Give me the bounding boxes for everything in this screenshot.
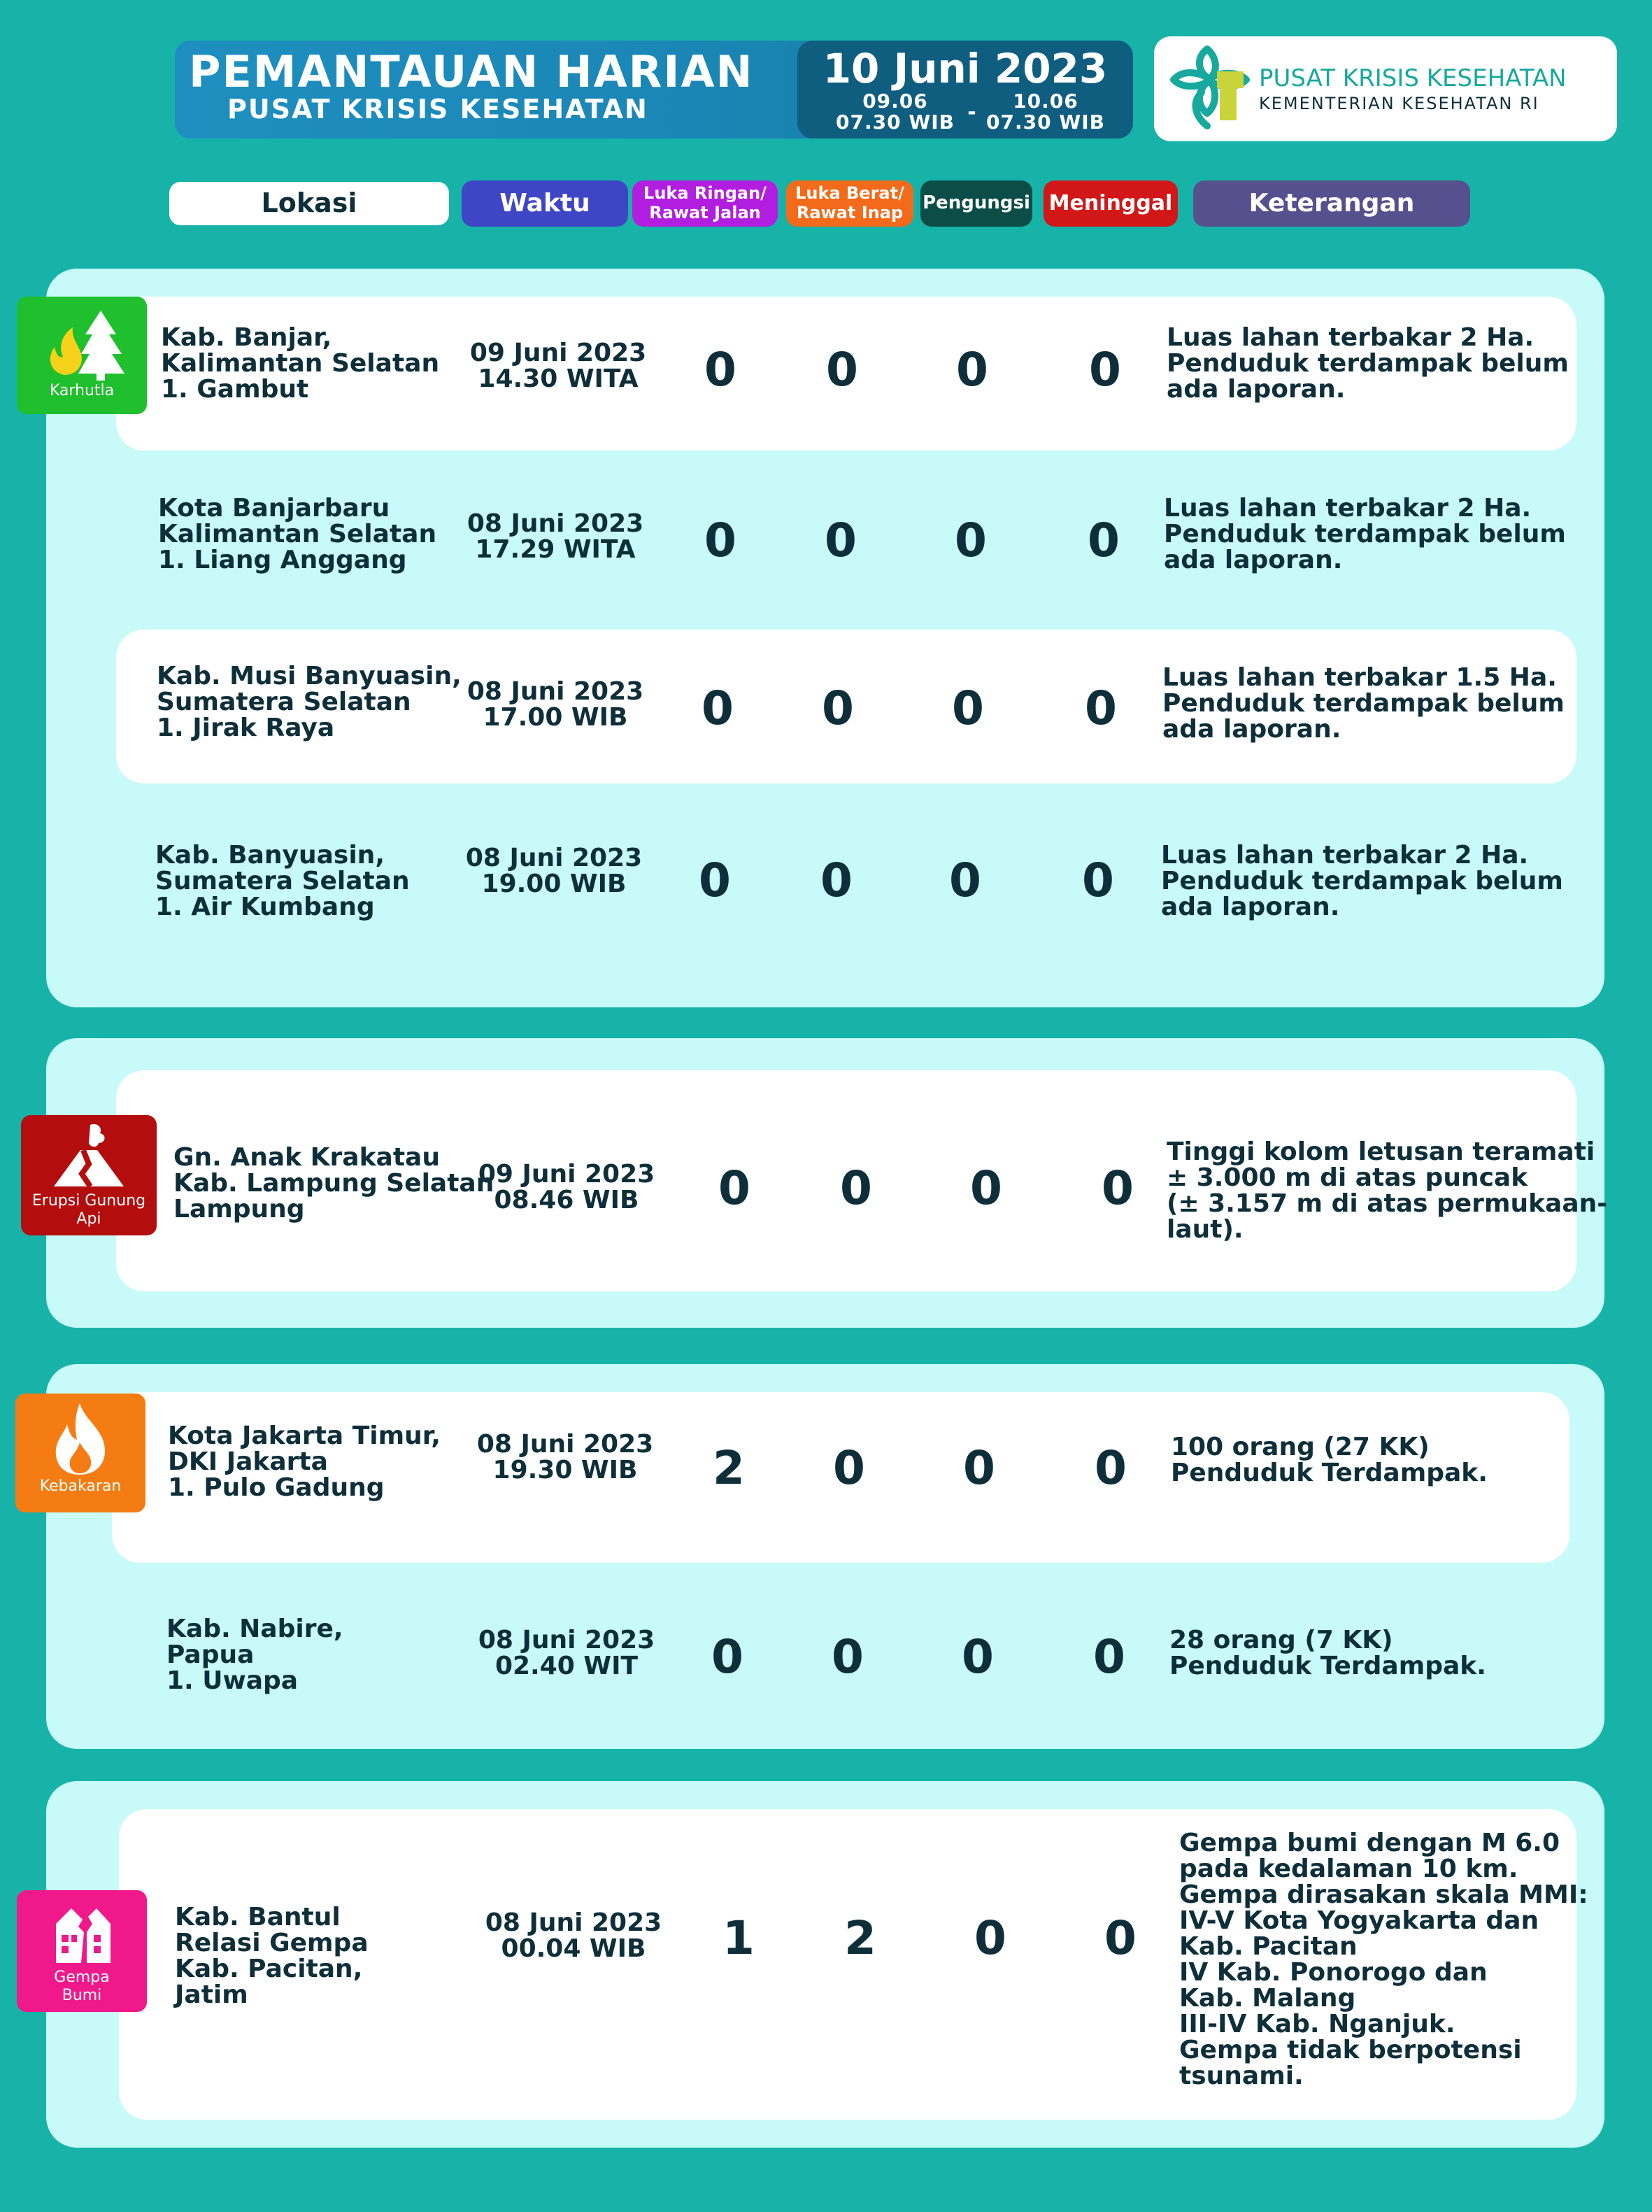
event-pengungsi-count: 0 [955, 513, 987, 567]
event-location-line: 1. Gambut [161, 375, 309, 404]
event-time-line: 08 Juni 2023 [467, 677, 644, 706]
event-note-line: ± 3.000 m di atas puncak [1167, 1163, 1528, 1192]
event-luka-ringan-count: 2 [713, 1441, 745, 1495]
legend-meninggal: Meninggal [1044, 180, 1178, 227]
event-luka-ringan-count: 0 [699, 853, 731, 907]
event-note-line: laut). [1167, 1215, 1244, 1244]
event-location-line: Lampung [173, 1195, 305, 1224]
event-location-line: Kota Jakarta Timur, [168, 1422, 441, 1450]
event-pengungsi-count: 0 [962, 1630, 994, 1684]
event-location-line: Kota Banjarbaru [158, 494, 390, 523]
event-luka-berat-count: 0 [822, 681, 854, 735]
event-time-line: 08.46 WIB [494, 1186, 639, 1214]
event-note-line: Penduduk Terdampak. [1171, 1459, 1488, 1487]
event-note-line: 100 orang (27 KK) [1171, 1433, 1430, 1461]
event-time-line: 00.04 WIB [501, 1934, 646, 1963]
event-luka-ringan-count: 0 [711, 1630, 743, 1684]
event-location-line: DKI Jakarta [168, 1447, 328, 1476]
event-location-line: Kab. Bantul [175, 1903, 341, 1931]
event-note-line: ada laporan. [1167, 375, 1346, 404]
event-note-line: Gempa dirasakan skala MMI: [1179, 1880, 1588, 1909]
volcano-icon [47, 1119, 131, 1192]
event-location-line: Sumatera Selatan [155, 867, 410, 895]
event-meninggal-count: 0 [1093, 1630, 1125, 1684]
event-time-line: 09 Juni 2023 [478, 1160, 655, 1189]
category-gempa [17, 1890, 147, 2012]
event-luka-berat-count: 0 [833, 1441, 865, 1495]
event-note-line: Penduduk terdampak belum [1164, 520, 1566, 548]
event-meninggal-count: 0 [1102, 1161, 1134, 1215]
event-note-line: tsunami. [1179, 2062, 1304, 2090]
event-note-line: Penduduk Terdampak. [1169, 1652, 1486, 1680]
event-meninggal-count: 0 [1088, 513, 1120, 567]
legend-luka-ringan-line2: Rawat Jalan [649, 203, 761, 222]
event-meninggal-count: 0 [1082, 853, 1114, 907]
event-luka-berat-count: 0 [820, 853, 853, 907]
legend-luka-ringan-line1: Luka Ringan/ [643, 183, 767, 204]
event-pengungsi-count: 0 [956, 343, 988, 397]
range-end-date: 10.06 [1013, 90, 1078, 113]
page-title: PEMANTAUAN HARIAN [189, 46, 754, 97]
event-location-line: Kalimantan Selatan [161, 349, 440, 378]
event-luka-berat-count: 0 [826, 343, 858, 397]
event-location-line: 1. Air Kumbang [155, 893, 375, 921]
event-meninggal-count: 0 [1104, 1911, 1137, 1965]
event-location-line: Kalimantan Selatan [158, 520, 437, 548]
event-pengungsi-count: 0 [963, 1441, 995, 1495]
category-erupsi-label-1: Erupsi Gunung [31, 1192, 146, 1210]
earthquake-house-icon [43, 1896, 120, 1969]
event-location-line: Kab. Banjar, [161, 323, 332, 352]
event-location-line: 1. Jirak Raya [157, 714, 335, 742]
event-time-line: 17.00 WIB [483, 703, 628, 732]
legend-luka-berat-line1: Luka Berat/ [795, 183, 904, 204]
event-luka-ringan-count: 0 [718, 1161, 750, 1215]
event-time-line: 08 Juni 2023 [465, 844, 643, 872]
event-time-line: 08 Juni 2023 [467, 509, 644, 538]
range-separator: - [967, 100, 977, 125]
event-location-line: Kab. Nabire, [166, 1615, 343, 1643]
event-note-line: III-IV Kab. Nganjuk. [1179, 2010, 1455, 2039]
event-luka-berat-count: 0 [840, 1161, 872, 1215]
event-note-line: ada laporan. [1162, 715, 1341, 744]
event-note-line: (± 3.157 m di atas permukaan- [1167, 1189, 1608, 1218]
event-pengungsi-count: 0 [952, 681, 984, 735]
event-note-line: pada kedalaman 10 km. [1179, 1855, 1518, 1883]
page-subtitle: PUSAT KRISIS KESEHATAN [227, 94, 648, 125]
event-location-line: Kab. Musi Banyuasin, [157, 662, 462, 690]
event-time-line: 19.00 WIB [481, 870, 627, 898]
event-note-line: IV Kab. Ponorogo dan [1179, 1958, 1488, 1987]
event-location-line: Relasi Gempa [175, 1929, 369, 1957]
event-luka-berat-count: 2 [844, 1911, 876, 1965]
category-erupsi [21, 1115, 157, 1235]
event-luka-ringan-count: 0 [702, 681, 734, 735]
event-location-line: Sumatera Selatan [157, 688, 411, 716]
legend-luka-berat-line2: Rawat Inap [796, 203, 904, 222]
fire-icon [49, 1401, 112, 1477]
category-karhutla [17, 297, 147, 414]
event-note-line: Tinggi kolom letusan teramati [1167, 1137, 1595, 1166]
event-note-line: Kab. Malang [1179, 1984, 1356, 2013]
event-meninggal-count: 0 [1085, 681, 1117, 735]
event-note-line: Luas lahan terbakar 2 Ha. [1164, 494, 1532, 523]
event-meninggal-count: 0 [1089, 343, 1121, 397]
event-luka-ringan-count: 0 [704, 513, 736, 567]
category-erupsi-label-2: Api [76, 1210, 101, 1228]
event-note-line: Luas lahan terbakar 1.5 Ha. [1162, 663, 1557, 692]
event-location-line: Gn. Anak Krakatau [173, 1143, 440, 1172]
event-note-line: IV-V Kota Yogyakarta dan [1179, 1906, 1539, 1935]
range-start-date: 09.06 [862, 90, 928, 113]
event-pengungsi-count: 0 [949, 853, 981, 907]
event-luka-berat-count: 0 [832, 1630, 864, 1684]
report-date: 10 Juni 2023 [823, 45, 1108, 92]
event-luka-berat-count: 0 [825, 513, 857, 567]
event-pengungsi-count: 0 [974, 1911, 1006, 1965]
event-location-line: Jatim [175, 1980, 248, 2009]
legend-keterangan: Keterangan [1193, 180, 1470, 227]
category-gempa-label-1: Gempa [54, 1969, 110, 1986]
event-time-line: 02.40 WIT [494, 1652, 639, 1680]
legend-waktu: Waktu [462, 180, 628, 227]
event-location-line: 1. Pulo Gadung [168, 1473, 385, 1502]
event-luka-ringan-count: 0 [704, 343, 736, 397]
legend-luka-ringan [632, 180, 778, 227]
event-note-line: Penduduk terdampak belum [1167, 349, 1569, 378]
range-end-time: 07.30 WIB [986, 111, 1105, 134]
event-location-line: 1. Liang Anggang [158, 546, 407, 574]
range-start-time: 07.30 WIB [836, 111, 955, 134]
event-note-line: Luas lahan terbakar 2 Ha. [1167, 323, 1534, 352]
event-time-line: 09 Juni 2023 [469, 339, 647, 367]
event-time-line: 19.30 WIB [492, 1456, 638, 1484]
event-note-line: Luas lahan terbakar 2 Ha. [1161, 841, 1529, 870]
event-location-line: Papua [166, 1640, 255, 1669]
event-pengungsi-count: 0 [970, 1161, 1002, 1215]
event-time-line: 08 Juni 2023 [476, 1430, 654, 1459]
category-karhutla-label: Karhutla [49, 382, 115, 399]
event-location-line: Kab. Pacitan, [175, 1955, 363, 1983]
event-luka-ringan-count: 1 [722, 1911, 755, 1965]
crisis-center-logo-icon [1167, 43, 1253, 134]
event-note-line: ada laporan. [1164, 546, 1343, 574]
event-note-line: Penduduk terdampak belum [1162, 689, 1565, 718]
category-kebakaran [15, 1394, 145, 1512]
event-location-line: Kab. Banyuasin, [155, 841, 385, 870]
category-gempa-label-2: Bumi [62, 1987, 102, 2004]
event-note-line: ada laporan. [1161, 893, 1340, 921]
event-note-line: Gempa bumi dengan M 6.0 [1179, 1829, 1560, 1857]
event-time-line: 17.29 WITA [475, 535, 636, 564]
logo-subtitle: KEMENTERIAN KESEHATAN RI [1259, 94, 1539, 113]
legend-lokasi: Lokasi [169, 182, 449, 225]
category-kebakaran-label: Kebakaran [39, 1477, 122, 1495]
legend-luka-berat [786, 180, 913, 227]
event-note-line: Kab. Pacitan [1179, 1932, 1358, 1961]
event-note-line: Gempa tidak berpotensi [1179, 2036, 1522, 2064]
event-time-line: 14.30 WITA [478, 364, 639, 393]
event-time-line: 08 Juni 2023 [485, 1908, 662, 1937]
event-meninggal-count: 0 [1095, 1441, 1127, 1495]
event-location-line: 1. Uwapa [166, 1666, 299, 1695]
forest-fire-icon [36, 305, 127, 382]
legend-pengungsi: Pengungsi [920, 180, 1032, 227]
logo-title: PUSAT KRISIS KESEHATAN [1259, 64, 1567, 92]
event-note-line: 28 orang (7 KK) [1169, 1626, 1393, 1654]
event-time-line: 08 Juni 2023 [478, 1626, 655, 1654]
event-note-line: Penduduk terdampak belum [1161, 867, 1563, 895]
event-location-line: Kab. Lampung Selatan [173, 1169, 494, 1198]
